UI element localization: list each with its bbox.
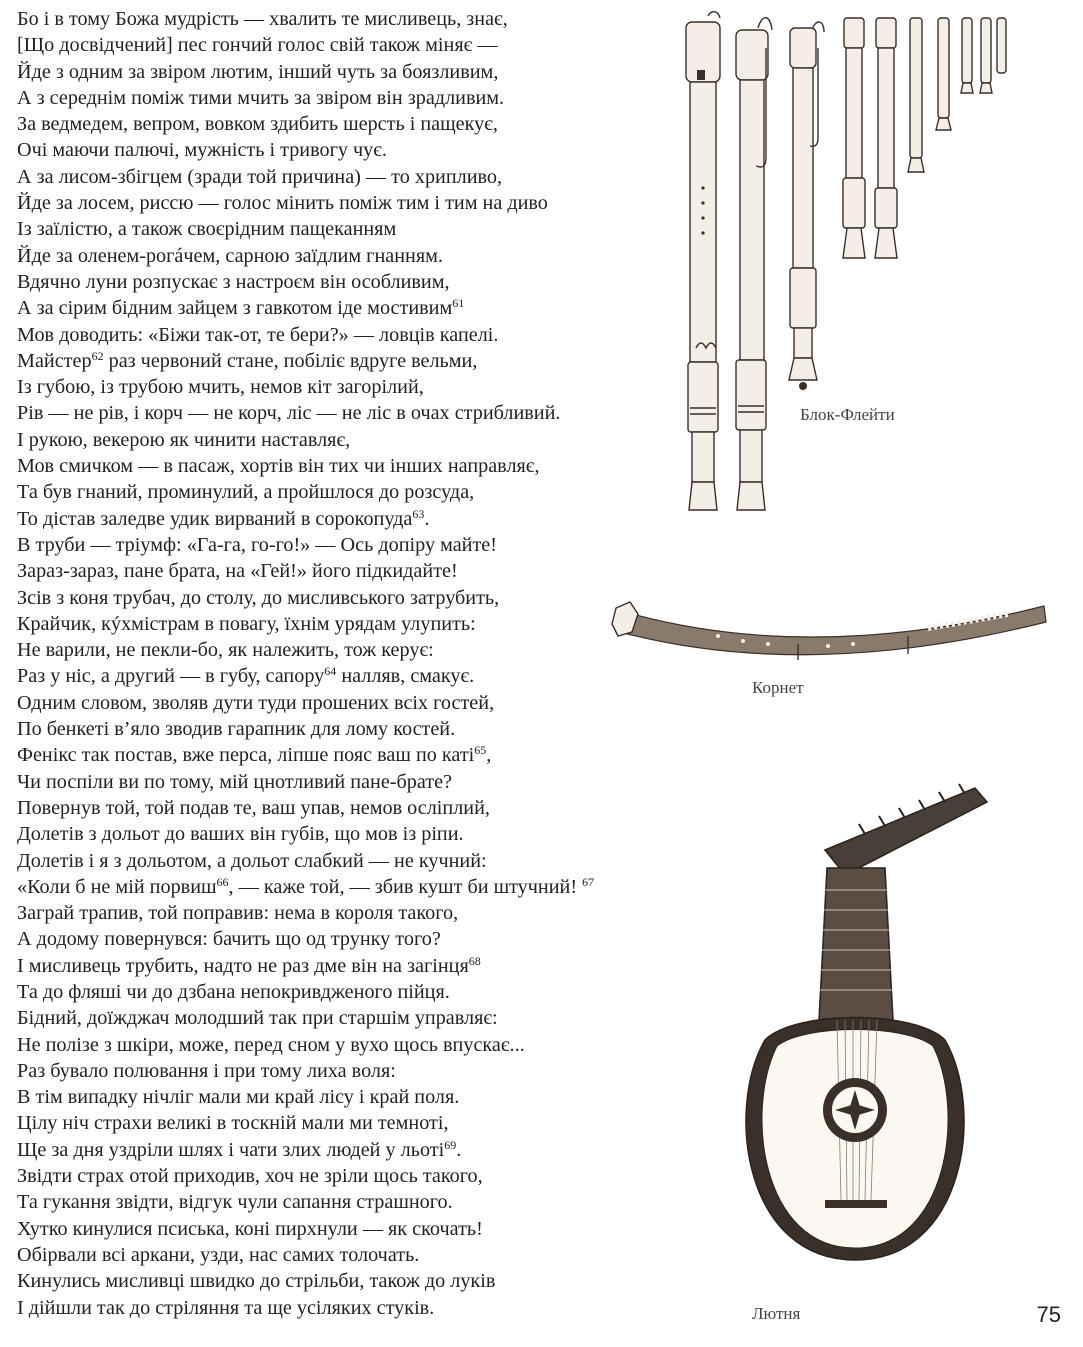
poem-line: Майстер$^{62}$ раз червоний стане, побіліє вдруге вельми,	[17, 348, 478, 372]
poem-line: Та гукання звідти, відгук чули сапання страшного.	[17, 1191, 453, 1214]
poem-line: Обірвали всі аркани, узди, нас самих толочать.	[17, 1243, 420, 1266]
footnote-ref: 68	[468, 953, 481, 968]
poem-line: А за сірим бідним зайцем з гавкотом іде мостивим$^{61}$	[17, 296, 465, 320]
poem-line: Мов доводить: «Біжи так-от, те бери?» — ловців капелі.	[17, 323, 499, 346]
poem-line: Із губою, із трубою мчить, немов кіт загорілий,	[17, 376, 424, 399]
recorders-illustration	[678, 8, 1008, 520]
caption-recorders: Блок-Флейти	[800, 405, 895, 424]
poem-line: Йде з одним за звіром лютим, інший чуть за боязливим,	[17, 60, 499, 83]
recorder-bass-2	[736, 18, 772, 510]
caption-cornet: Корнет	[752, 678, 804, 697]
poem-line: Цілу ніч страхи великі в тоскній мали ми темноті,	[17, 1112, 449, 1135]
cornet-illustration	[608, 596, 1048, 666]
poem-line: Рів — не рів, і корч — не корч, ліс — не ліс в очах стрибливий.	[17, 402, 561, 425]
footnote-ref: 65	[474, 743, 487, 758]
poem-line: Не варили, не пекли-бо, як належить, тож керує:	[17, 639, 434, 662]
poem-line: Очі маючи палючі, мужність і тривогу чує.	[17, 139, 387, 162]
footnote-ref: 69	[444, 1137, 457, 1152]
poem-text	[17, 6, 687, 1321]
poem-line: Звідти страх отой приходив, хоч не зріли щось такого,	[17, 1165, 483, 1188]
poem-line: Бо і в тому Божа мудрість — хвалить те мисливець, знає,	[17, 8, 508, 30]
footnote-ref: 64	[324, 664, 337, 679]
caption-lute: Лютня	[752, 1304, 801, 1323]
footnote-ref: 61	[452, 296, 465, 311]
poem-line: Раз бувало полювання і при тому лиха воля:	[17, 1059, 396, 1082]
poem-line: Вдячно луни розпускає з настроєм він особливим,	[17, 270, 450, 293]
page-number: 75	[1036, 1302, 1061, 1327]
poem-line: За ведмедем, вепром, вовком здибить шерсть і пащекує,	[17, 113, 498, 136]
poem-line: Мов смичком — в пасаж, хортів він тих чи інших направляє,	[17, 455, 540, 478]
recorder-tenor	[789, 22, 824, 390]
poem-line: І мисливець трубить, надто не раз дме він на загінця$^{68}$	[17, 953, 481, 977]
poem-line: А за лисом-збігцем (зради той причина) — то хрипливо,	[17, 165, 503, 188]
footnote-ref: 67	[582, 874, 595, 889]
recorder-bass-1	[686, 12, 720, 510]
poem-line: [Що досвідчений] пес гончий голос свій також міняє —	[17, 34, 498, 57]
poem-line: Із заїлістю, а також своєрідним пащеканням	[17, 218, 397, 241]
poem-line: Одним словом, зволяв дути туди прошених всіх гостей,	[17, 691, 495, 714]
poem-line: Та був гнаний, проминулий, а пройшлося до розсуда,	[17, 481, 475, 504]
poem-line: Зсів з коня трубач, до столу, до мисливського затрубить,	[17, 586, 500, 609]
poem-line: В труби — тріумф: «Га-га, го-го!» — Ось допіру майте!	[17, 533, 497, 556]
poem-line: «Коли б не мій порвиш$^{66}$, — каже той, — збив кушт би штучний! $^{67}$	[17, 874, 595, 898]
poem-line: Крайчик, кýхмістрам в повагу, їхнім урядам улупить:	[17, 612, 476, 635]
poem-line: Йде за лосем, риссю — голос мінить поміж тим і тим на диво	[17, 192, 548, 215]
footnote-ref: 63	[412, 506, 425, 521]
poem-line: Долетів з дольот до ваших він губів, що мов із ріпи.	[17, 823, 464, 846]
poem-line: Долетів і я з дольотом, а дольот слабкий — не кучний:	[17, 849, 487, 872]
poem-line: В тім випадку нічліг мали ми край лісу і край поля.	[17, 1086, 460, 1109]
poem-line: Бідний, доїжджач молодший так при старшім управляє:	[17, 1007, 498, 1030]
footnote-ref: 62	[91, 348, 104, 363]
poem-line: То дістав заледве удик вирваний в сорокопуда$^{63}$.	[17, 506, 430, 530]
recorder-soprano-group	[908, 18, 1006, 172]
recorder-alto-2	[875, 18, 897, 258]
poem-line: Йде за оленем-рогáчем, сарною заїдлим гнанням.	[17, 244, 443, 267]
poem-line: По бенкеті в’яло зводив гарапник для лому костей.	[17, 718, 456, 741]
poem-line: Кинулись мисливці швидко до стрільби, також до луків	[17, 1270, 496, 1293]
poem-line: Не полізе з шкіри, може, перед сном у вухо щось впускає...	[17, 1033, 525, 1056]
poem-line: І рукою, векерою як чинити наставляє,	[17, 428, 351, 451]
poem-line: Фенікс так постав, вже перса, ліпше пояс ваш по каті$^{65}$,	[17, 743, 492, 767]
poem-line: Ще за дня уздріли шлях і чати злих людей у льоті$^{69}$.	[17, 1137, 462, 1161]
poem-line: Повернув той, той подав те, ваш упав, немов осліплий,	[17, 796, 490, 819]
poem-line: Чи поспіли ви по тому, мій цнотливий пане-брате?	[17, 770, 453, 793]
poem-line: Заграй трапив, той поправив: нема в короля такого,	[17, 902, 459, 925]
poem-line: Зараз-зараз, пане брата, на «Гей!» його підкидайте!	[17, 560, 458, 583]
lute-illustration	[725, 780, 1025, 1270]
poem-line: А з середнім поміж тими мчить за звіром він зрадливим.	[17, 86, 505, 109]
poem-line: Раз у ніс, а другий — в губу, сапору$^{64}$ налляв, смакує.	[17, 664, 475, 688]
poem-line: Хутко кинулися псиська, коні пирхнули — як скочать!	[17, 1217, 483, 1240]
recorder-alto-1	[843, 18, 865, 258]
poem-line: Та до фляші чи до дзбана непокривдженого пійця.	[17, 980, 450, 1003]
poem-line: І дійшли так до стріляння та ще усіляких стуків.	[17, 1296, 435, 1319]
footnote-ref: 66	[216, 874, 229, 889]
poem-line: А додому повернувся: бачить що од трунку того?	[17, 928, 441, 951]
